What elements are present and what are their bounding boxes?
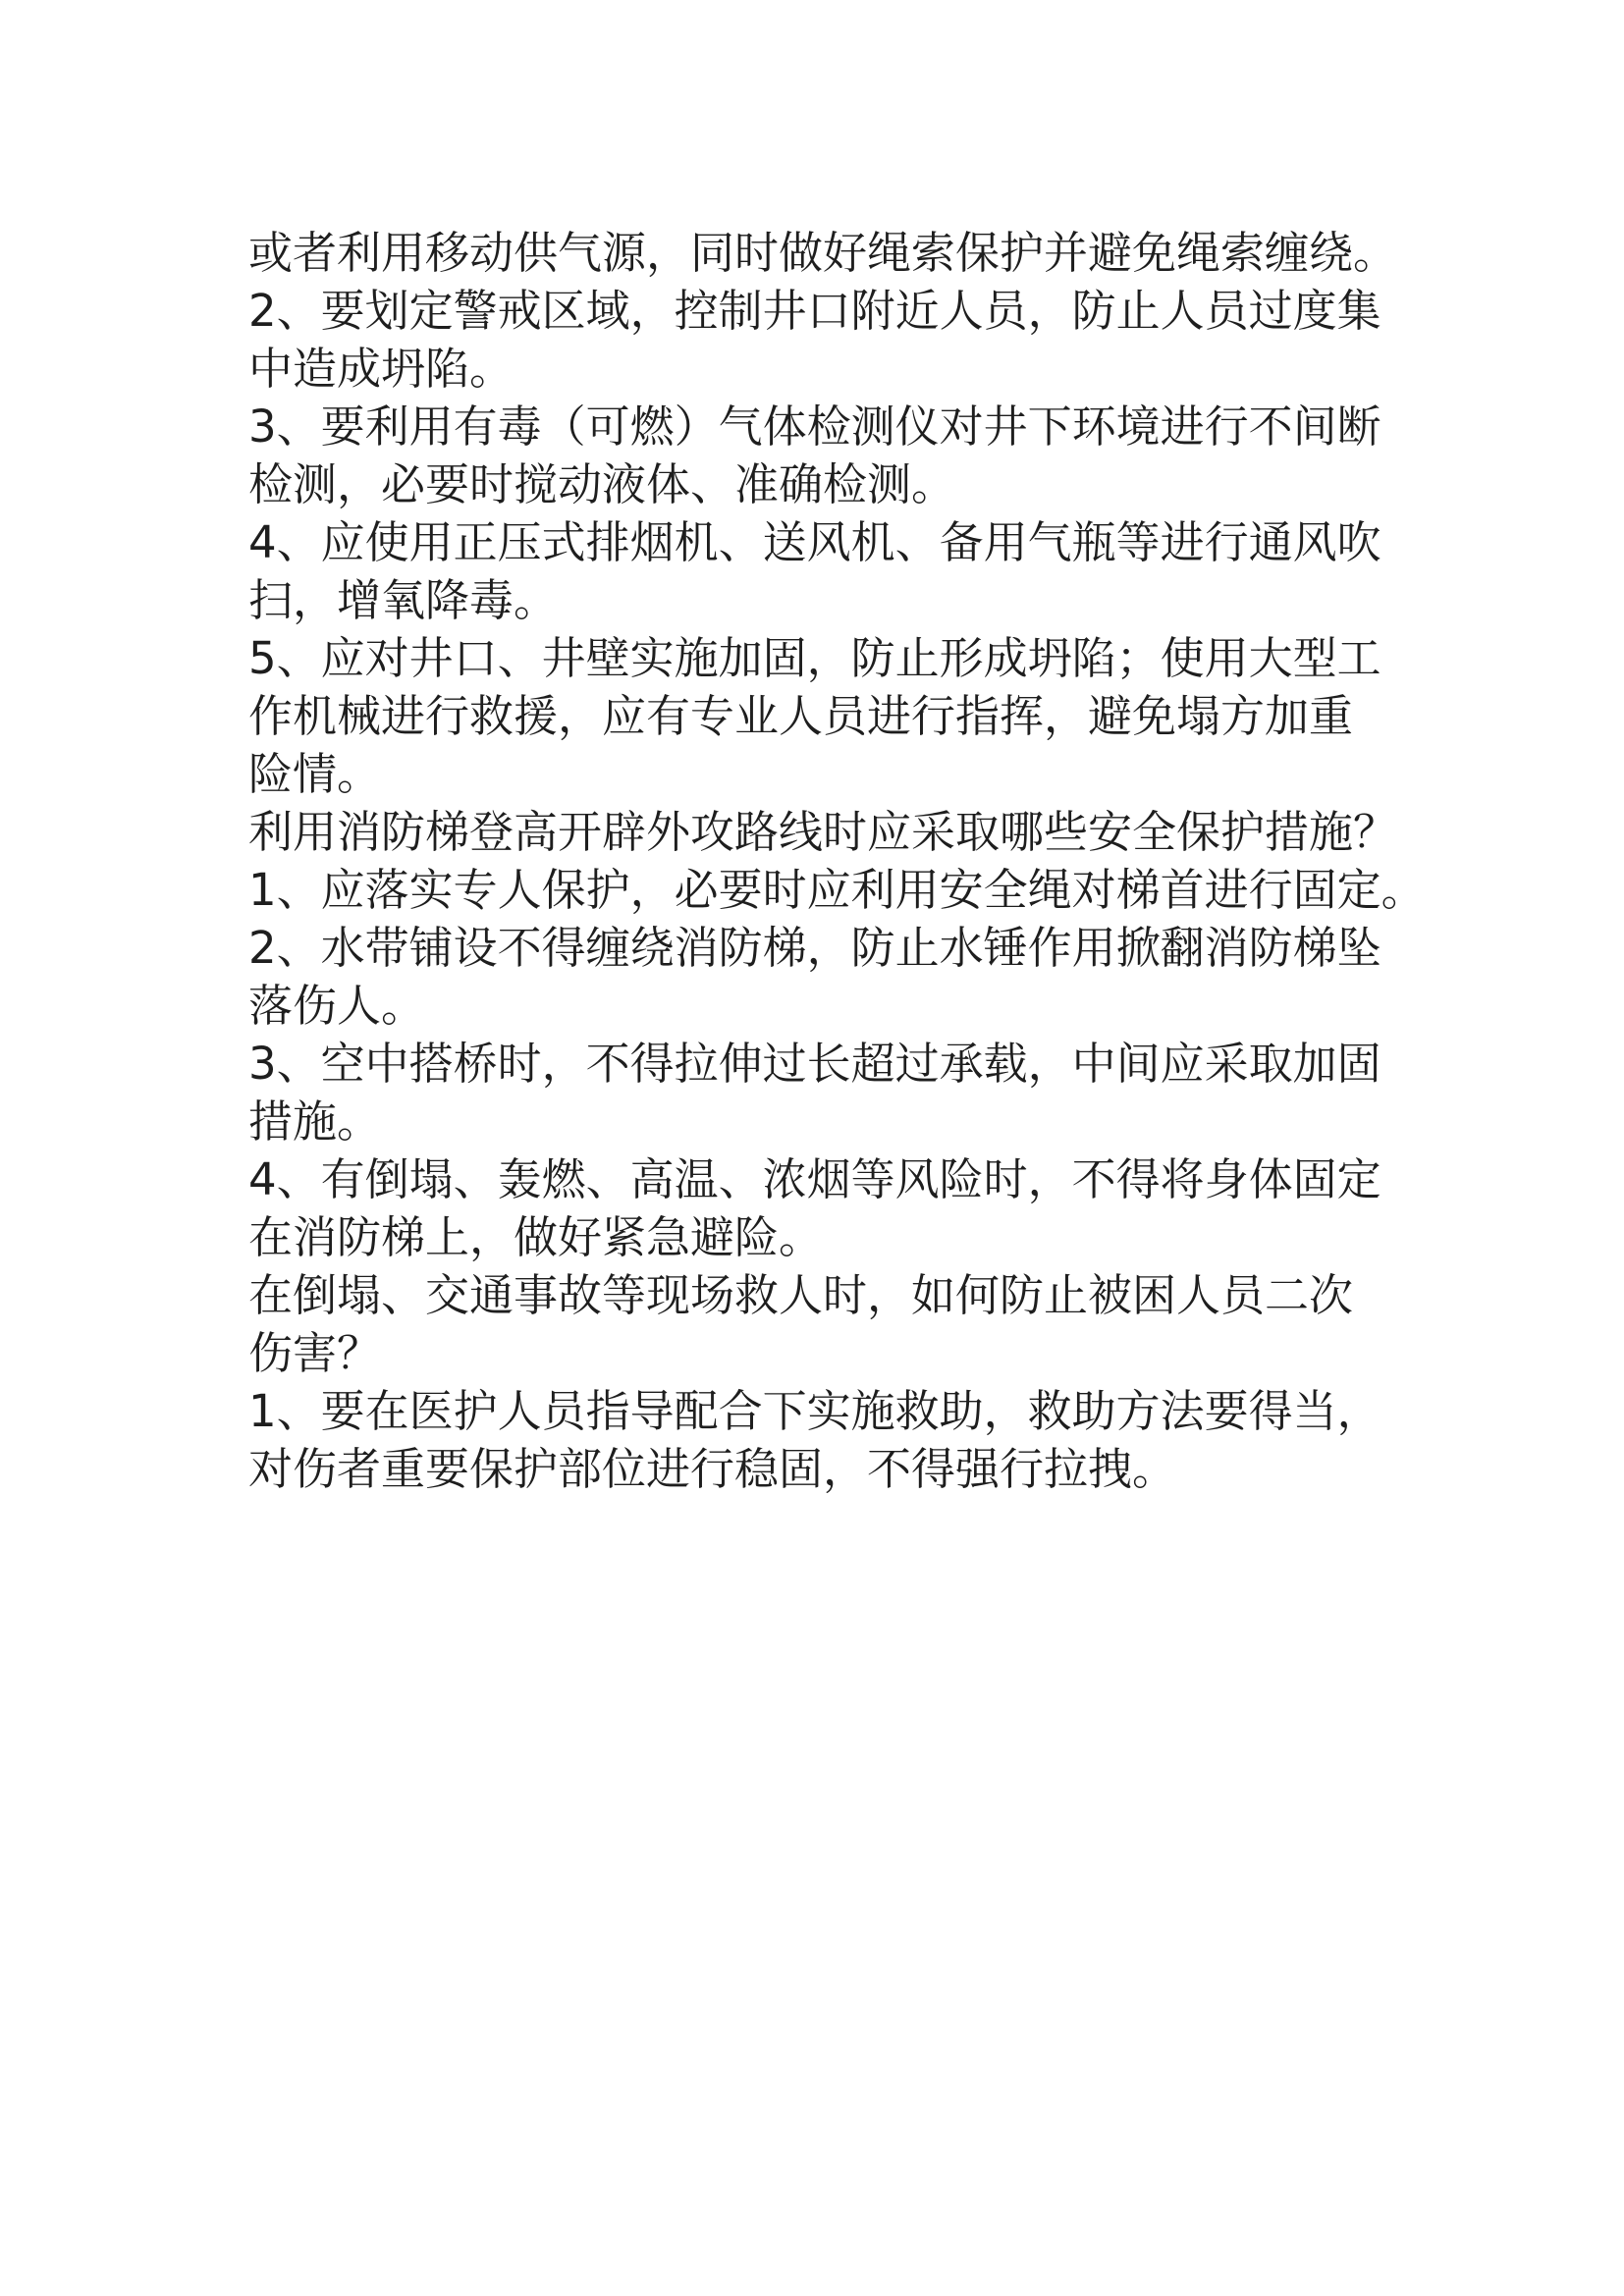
- text-line: 1、应落实专人保护，必要时应利用安全绳对梯首进行固定。: [248, 864, 1426, 916]
- text-line: 4、应使用正压式排烟机、送风机、备用气瓶等进行通风吹: [248, 516, 1381, 568]
- paragraph-ladder-item-1: [248, 861, 1426, 919]
- text-line: 在消防梯上，做好紧急避险。: [248, 1211, 824, 1263]
- paragraph-ladder-item-4: [248, 1150, 1407, 1266]
- paragraph-item-5-reinforcement: [248, 629, 1407, 803]
- question-secondary-injury: [248, 1266, 1407, 1382]
- paragraph-item-3-gas-detection: [248, 398, 1407, 513]
- text-line: 4、有倒塌、轰燃、高温、浓烟等风险时，不得将身体固定: [248, 1153, 1381, 1205]
- text-line: 扫，增氧降毒。: [248, 574, 559, 626]
- paragraph-rescue-item-1: [248, 1382, 1407, 1498]
- text-line: 措施。: [248, 1095, 382, 1148]
- text-line: 或者利用移动供气源，同时做好绳索保护并避免绳索缠绕。: [248, 227, 1398, 279]
- paragraph-item-4-ventilation: [248, 513, 1407, 629]
- text-line: 1、要在医护人员指导配合下实施救助，救助方法要得当，: [248, 1385, 1381, 1437]
- paragraph-ladder-item-3: [248, 1035, 1407, 1150]
- paragraph-item-2-cordon: [248, 282, 1407, 398]
- text-line: 落伤人。: [248, 980, 426, 1032]
- text-line: 3、空中搭桥时，不得拉伸过长超过承载，中间应采取加固: [248, 1038, 1381, 1090]
- document-body: [248, 224, 1426, 1498]
- text-line: 2、水带铺设不得缠绕消防梯，防止水锤作用掀翻消防梯坠: [248, 922, 1381, 974]
- question-ladder-safety: [248, 803, 1407, 861]
- paragraph-ladder-item-2: [248, 919, 1407, 1035]
- text-line: 2、要划定警戒区域，控制井口附近人员，防止人员过度集: [248, 285, 1381, 337]
- paragraph-rope-protection: [248, 224, 1407, 282]
- text-line: 对伤者重要保护部位进行稳固，不得强行拉拽。: [248, 1443, 1177, 1495]
- text-line: 5、应对井口、井壁实施加固，防止形成坍陷；使用大型工: [248, 632, 1381, 684]
- text-line: 作机械进行救援，应有专业人员进行指挥，避免塌方加重: [248, 690, 1354, 742]
- text-line: 3、要利用有毒（可燃）气体检测仪对井下环境进行不间断: [248, 400, 1381, 453]
- text-line: 中造成坍陷。: [248, 343, 514, 395]
- text-line: 检测，必要时搅动液体、准确检测。: [248, 458, 956, 510]
- text-line: 伤害？: [248, 1327, 382, 1379]
- text-line: 在倒塌、交通事故等现场救人时，如何防止被困人员二次: [248, 1269, 1354, 1321]
- text-line: 利用消防梯登高开辟外攻路线时应采取哪些安全保护措施？: [248, 806, 1398, 858]
- text-line: 险情。: [248, 748, 382, 800]
